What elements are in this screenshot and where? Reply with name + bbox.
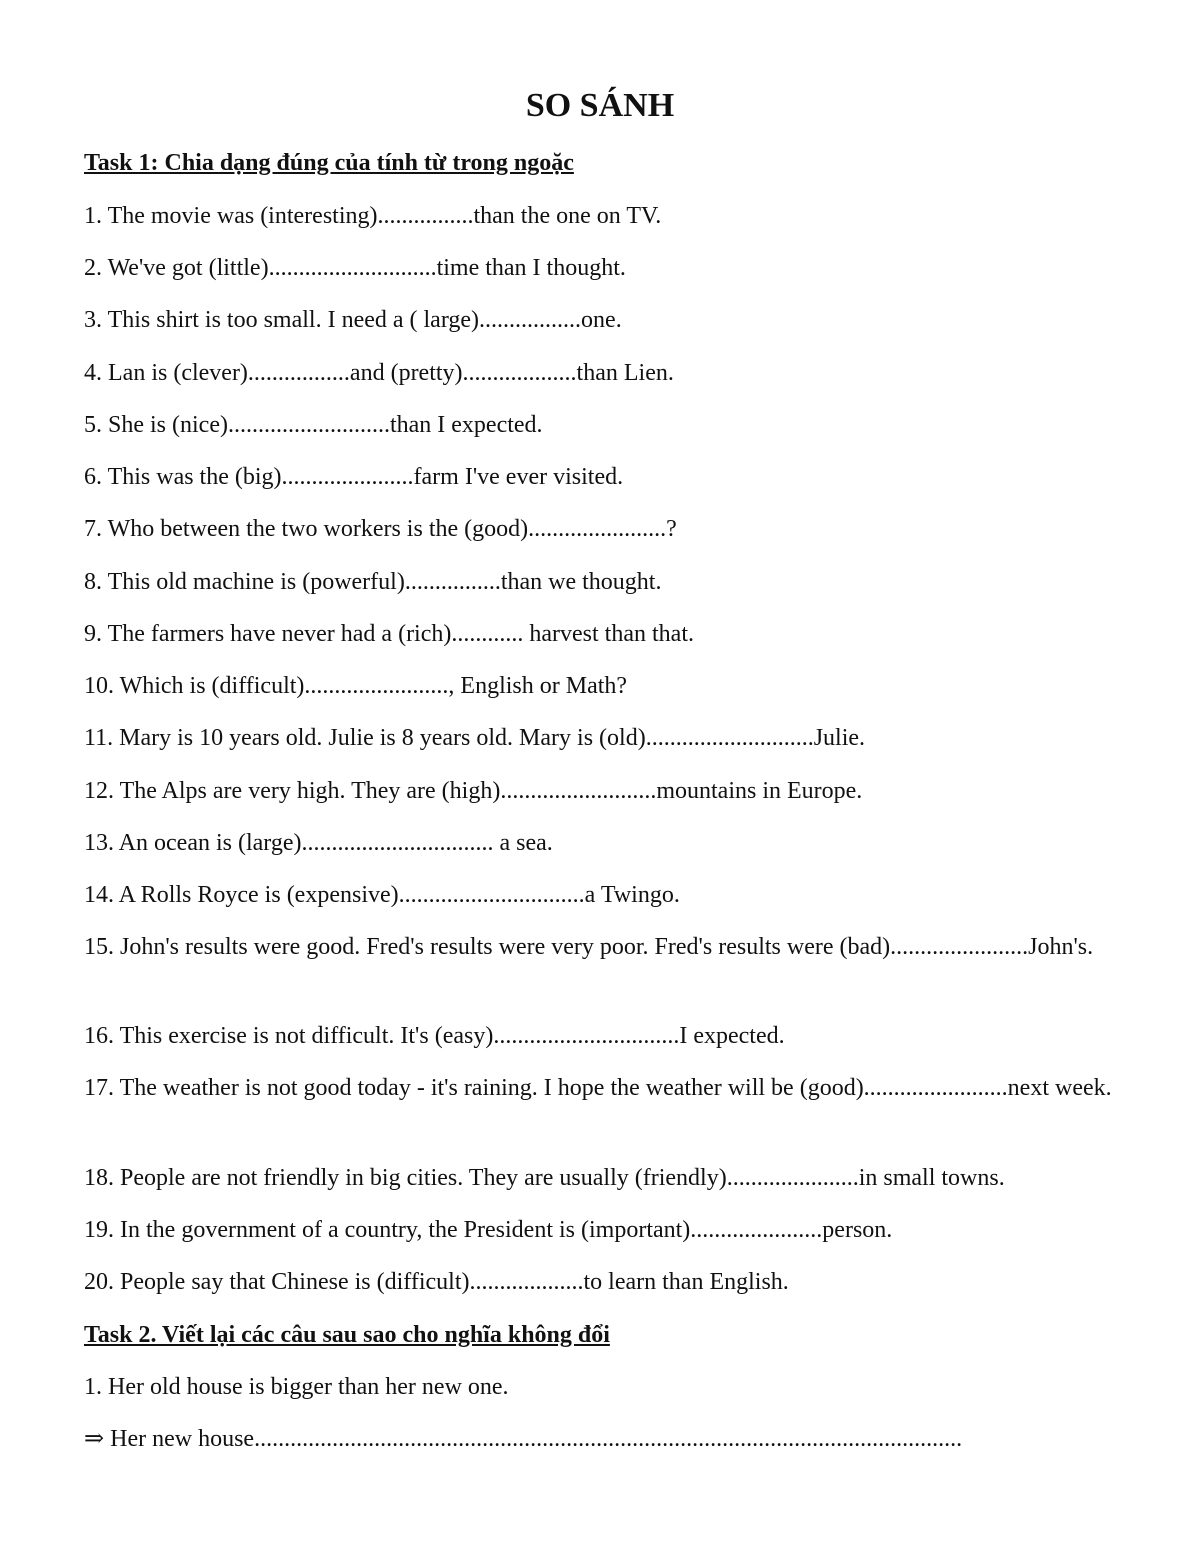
task1-item-4: 4. Lan is (clever).................and (pretty)...................than Lien. (84, 360, 674, 386)
task1-item-17: 17. The weather is not good today - it's raining. I hope the weather will be (good)........................next week. (84, 1075, 1112, 1101)
task1-item-14: 14. A Rolls Royce is (expensive)...............................a Twingo. (84, 882, 680, 908)
task1-item-6: 6. This was the (big)......................farm I've ever visited. (84, 464, 624, 490)
task1-item-15: 15. John's results were good. Fred's results were very poor. Fred's results were (bad).......................John's. (84, 934, 1094, 960)
task1-heading: Task 1: Chia dạng đúng của tính từ trong ngoặc (84, 150, 574, 176)
task1-item-9: 9. The farmers have never had a (rich)............ harvest than that. (84, 621, 694, 647)
task1-item-18: 18. People are not friendly in big cities. They are usually (friendly)......................in small towns. (84, 1165, 1005, 1191)
task1-item-13: 13. An ocean is (large)................................ a sea. (84, 830, 553, 856)
task1-item-3: 3. This shirt is too small. I need a ( large).................one. (84, 307, 622, 333)
task1-item-20: 20. People say that Chinese is (difficult)...................to learn than English. (84, 1269, 789, 1295)
task1-item-1: 1. The movie was (interesting)................than the one on TV. (84, 203, 662, 229)
task1-item-2: 2. We've got (little)............................time than I thought. (84, 255, 626, 281)
task1-item-5: 5. She is (nice)...........................than I expected. (84, 412, 543, 438)
task1-item-8: 8. This old machine is (powerful)................than we thought. (84, 569, 662, 595)
page-title: SO SÁNH (525, 87, 675, 124)
task1-item-19: 19. In the government of a country, the President is (important)......................person. (84, 1217, 893, 1243)
task1-item-7: 7. Who between the two workers is the (good).......................? (84, 516, 677, 542)
task1-item-10: 10. Which is (difficult)........................, English or Math? (84, 673, 628, 699)
task2-heading: Task 2. Viết lại các câu sau sao cho nghĩa không đổi (84, 1322, 610, 1348)
task2-item-1: 1. Her old house is bigger than her new one. (84, 1374, 509, 1400)
task1-item-16: 16. This exercise is not difficult. It's (easy)...............................I expected. (84, 1023, 785, 1049)
task1-item-11: 11. Mary is 10 years old. Julie is 8 years old. Mary is (old)............................Julie. (84, 725, 866, 751)
task2-answer-line-1: ⇒ Her new house...................................................................................................................... (84, 1426, 963, 1452)
task1-item-12: 12. The Alps are very high. They are (high)..........................mountains in Europe. (84, 778, 863, 804)
